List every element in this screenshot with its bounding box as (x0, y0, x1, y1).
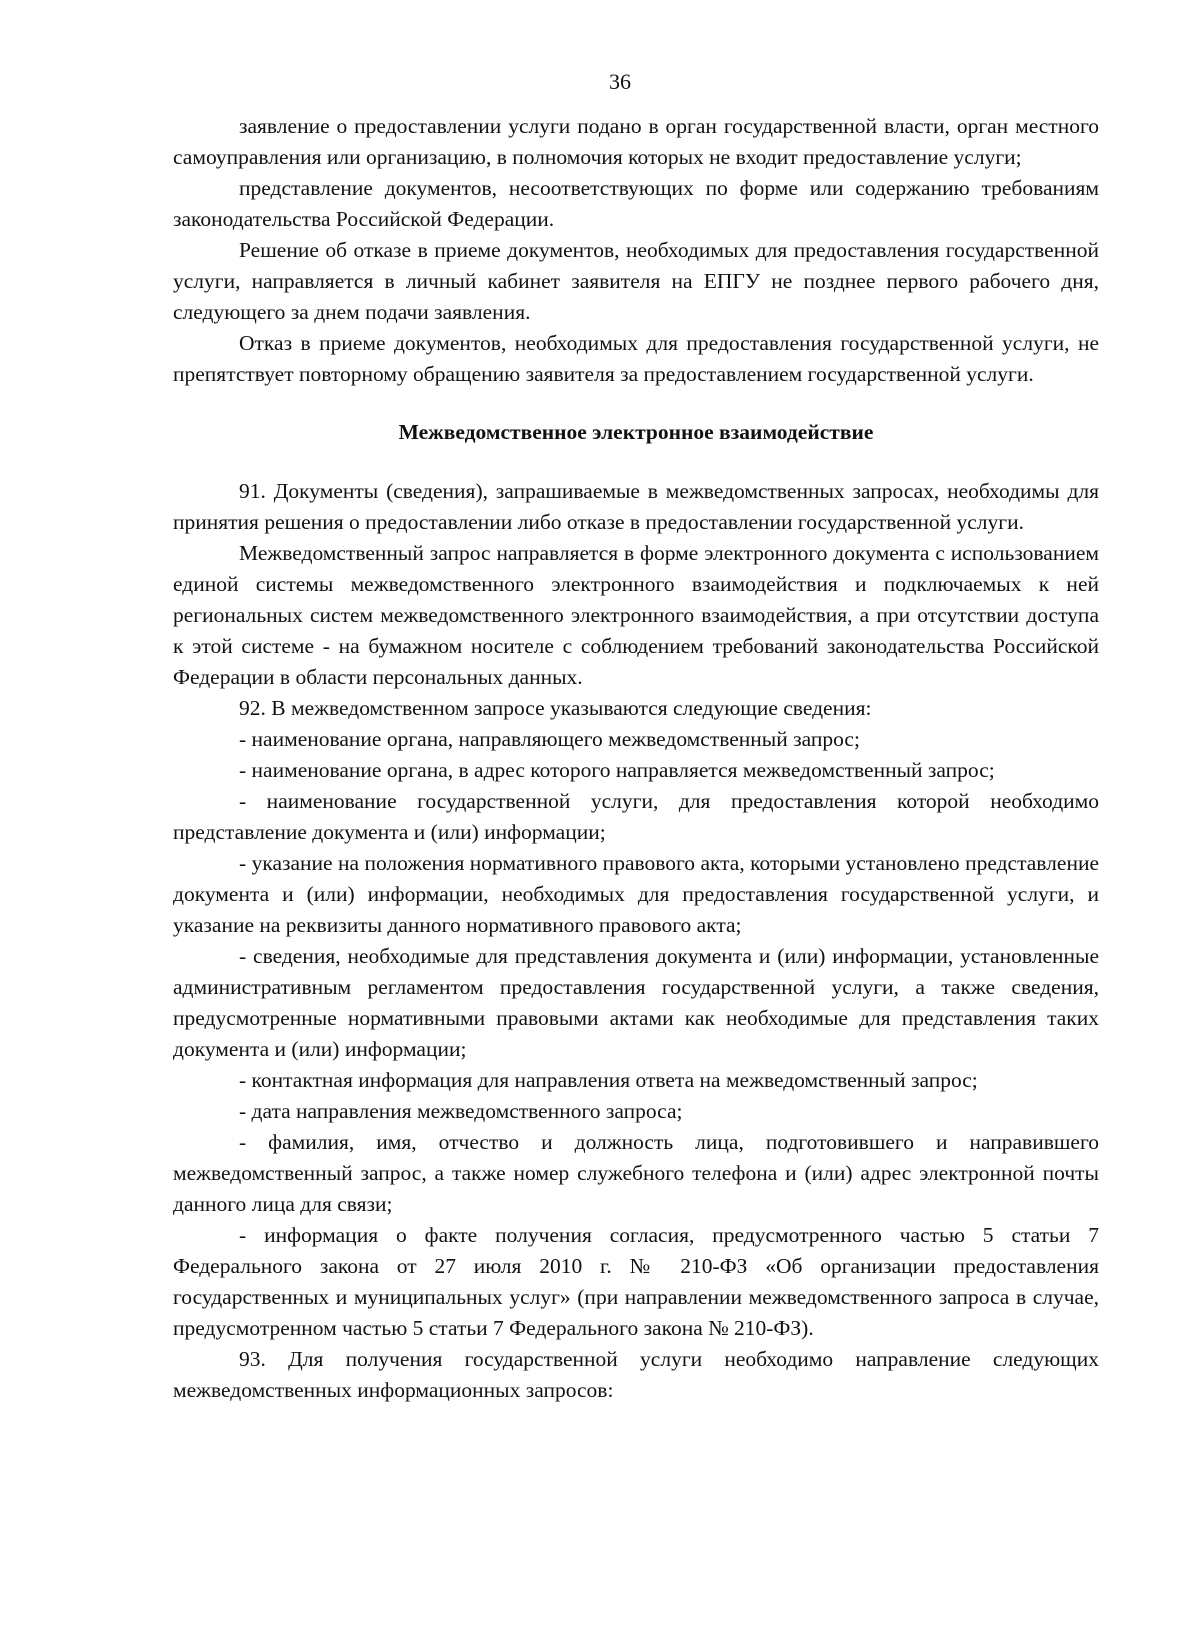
paragraph: 93. Для получения государственной услуги необходимо направление следующих межведомственных информационных запросов: (173, 1347, 1099, 1402)
paragraph: 91. Документы (сведения), запрашиваемые в межведомственных запросах, необходимы для принятия решения о предоставлении либо отказе в предоставлении государственной услуги. (173, 479, 1099, 534)
list-item: - наименование государственной услуги, для предоставления которой необходимо представление документа и (или) информации; (173, 789, 1099, 844)
paragraph: заявление о предоставлении услуги подано в орган государственной власти, орган местного самоуправления или организацию, в полномочия которых не входит предоставление услуги; (173, 114, 1099, 169)
list-item: - указание на положения нормативного правового акта, которыми установлено представление документа и (или) информации, необходимых для предоставления государственной услуги, и указание на реквизиты данного нормативного правового акта; (173, 851, 1099, 937)
list-item: - дата направления межведомственного запроса; (239, 1099, 683, 1123)
list-item: - контактная информация для направления ответа на межведомственный запрос; (239, 1068, 978, 1092)
paragraph: 92. В межведомственном запросе указываются следующие сведения: (239, 696, 872, 720)
paragraph: Отказ в приеме документов, необходимых для предоставления государственной услуги, не препятствует повторному обращению заявителя за предоставлением государственной услуги. (173, 331, 1099, 386)
paragraph: представление документов, несоответствующих по форме или содержанию требованиям законодательства Российской Федерации. (173, 176, 1099, 231)
list-item: - информация о факте получения согласия, предусмотренного частью 5 статьи 7 Федерального закона от 27 июля 2010 г. № 210-ФЗ «Об организации предоставления государственных и муниципальных услуг» (при направлении межведомственного запроса в случае, предусмотренном частью 5 статьи 7 Федерального закона № 210-ФЗ). (173, 1223, 1099, 1340)
list-item: - сведения, необходимые для представления документа и (или) информации, установленные административным регламентом предоставления государственной услуги, а также сведения, предусмотренные нормативными правовыми актами как необходимые для представления таких документа и (или) информации; (173, 944, 1099, 1061)
list-item: - фамилия, имя, отчество и должность лица, подготовившего и направившего межведомственный запрос, а также номер служебного телефона и (или) адрес электронной почты данного лица для связи; (173, 1130, 1099, 1216)
section-heading: Межведомственное электронное взаимодействие (398, 420, 874, 444)
document-body (173, 111, 1099, 1406)
list-item: - наименование органа, направляющего межведомственный запрос; (239, 727, 860, 751)
page-number: 36 (609, 69, 631, 94)
list-item: - наименование органа, в адрес которого направляется межведомственный запрос; (239, 758, 995, 782)
paragraph: Решение об отказе в приеме документов, необходимых для предоставления государственной услуги, направляется в личный кабинет заявителя на ЕПГУ не позднее первого рабочего дня, следующего за днем подачи заявления. (173, 238, 1099, 324)
paragraph: Межведомственный запрос направляется в форме электронного документа с использованием единой системы межведомственного электронного взаимодействия и подключаемых к ней региональных систем межведомственного электронного взаимодействия, а при отсутствии доступа к этой системе - на бумажном носителе с соблюдением требований законодательства Российской Федерации в области персональных данных. (173, 541, 1099, 689)
